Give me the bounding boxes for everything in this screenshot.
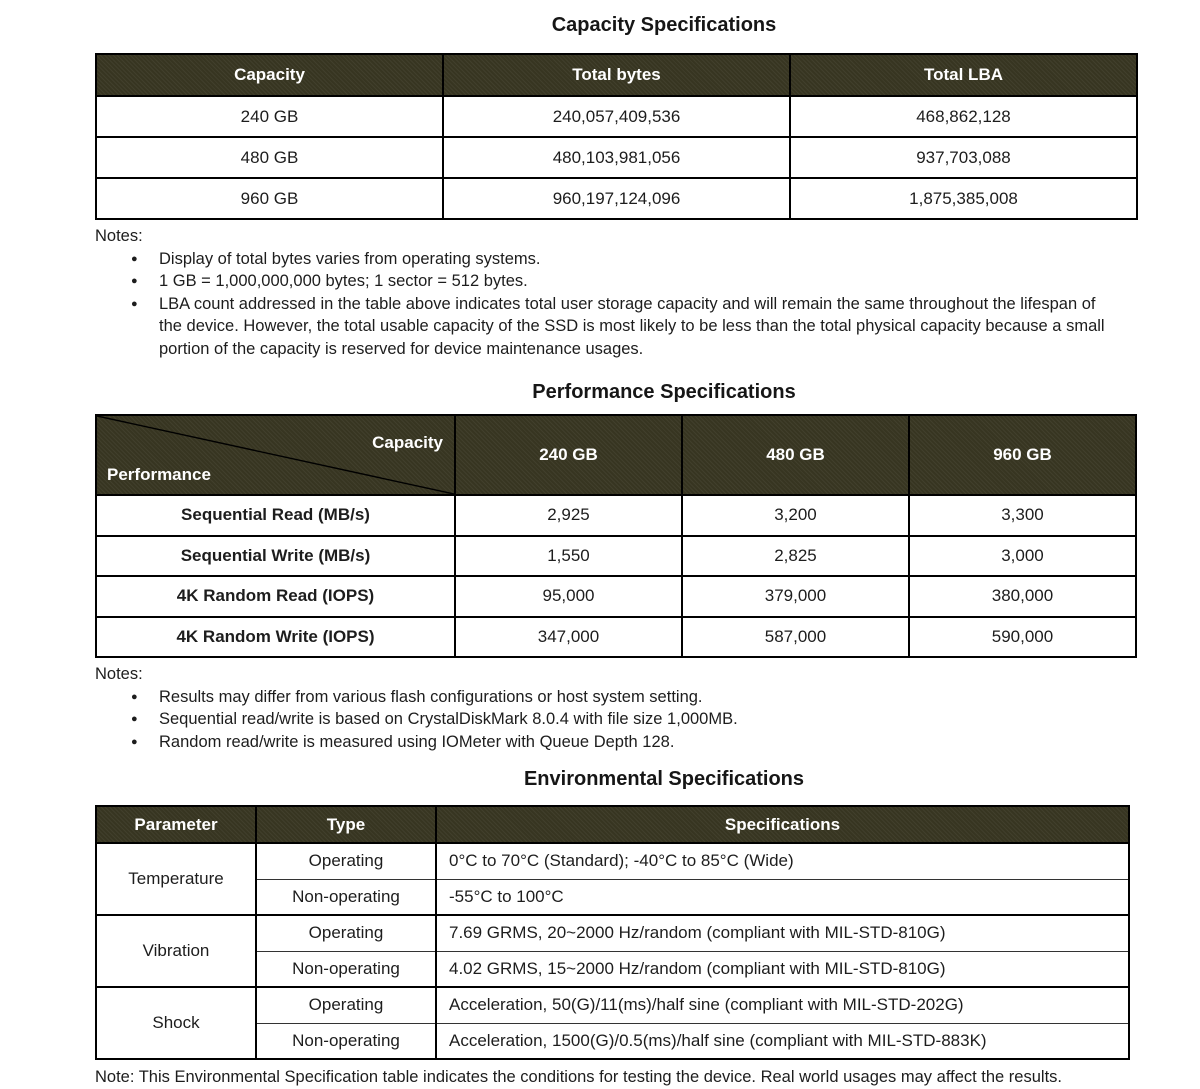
spec-cell: 0°C to 70°C (Standard); -40°C to 85°C (Wide) (436, 843, 1129, 879)
performance-section-title: Performance Specifications (532, 381, 796, 403)
notes-label: Notes: (95, 665, 143, 683)
table-row (96, 987, 1129, 1023)
env-header-specifications: Specifications (436, 806, 1129, 843)
type-cell: Operating (256, 843, 436, 879)
type-cell: Non-operating (256, 1023, 436, 1059)
type-cell: Non-operating (256, 951, 436, 987)
table-row (96, 617, 1136, 658)
cell-value: 2,925 (455, 495, 682, 536)
capacity-header-total-lba: Total LBA (790, 54, 1137, 96)
cell-value: 3,200 (682, 495, 909, 536)
cell-value: 587,000 (682, 617, 909, 658)
performance-notes (95, 663, 1107, 753)
notes-label: Notes: (95, 227, 143, 245)
capacity-header-total-bytes: Total bytes (443, 54, 790, 96)
row-label: Sequential Write (MB/s) (96, 536, 455, 577)
cell-total-bytes: 240,057,409,536 (443, 96, 790, 137)
performance-col-240gb: 240 GB (455, 415, 682, 495)
note-item (95, 686, 1107, 709)
row-label: Sequential Read (MB/s) (96, 495, 455, 536)
capacity-section (0, 0, 1200, 360)
table-row (96, 536, 1136, 577)
spec-cell: -55°C to 100°C (436, 879, 1129, 915)
note-item (95, 248, 1107, 271)
spec-cell: 7.69 GRMS, 20~2000 Hz/random (compliant with MIL-STD-810G) (436, 915, 1129, 951)
note-item (95, 731, 1107, 754)
table-row (96, 915, 1129, 951)
note-text: 1 GB = 1,000,000,000 bytes; 1 sector = 512 bytes. (159, 272, 528, 290)
capacity-header-row (96, 54, 1137, 96)
type-cell: Non-operating (256, 879, 436, 915)
environmental-header-row (96, 806, 1129, 843)
parameter-cell: Vibration (96, 915, 256, 987)
parameter-cell: Shock (96, 987, 256, 1059)
table-row (96, 178, 1137, 219)
corner-label-capacity: Capacity (372, 433, 443, 452)
cell-value: 379,000 (682, 576, 909, 617)
cell-value: 590,000 (909, 617, 1136, 658)
performance-header-row (96, 415, 1136, 495)
environmental-section-title: Environmental Specifications (523, 768, 805, 790)
diagonal-header-cell (96, 415, 455, 495)
note-text: Sequential read/write is based on CrystalDiskMark 8.0.4 with file size 1,000MB. (159, 710, 738, 728)
row-label: 4K Random Read (IOPS) (96, 576, 455, 617)
cell-value: 95,000 (455, 576, 682, 617)
performance-col-480gb: 480 GB (682, 415, 909, 495)
note-item (95, 293, 1107, 361)
cell-capacity: 240 GB (96, 96, 443, 137)
table-row (96, 137, 1137, 178)
bullet-icon: ● (131, 297, 138, 310)
spec-cell: 4.02 GRMS, 15~2000 Hz/random (compliant with MIL-STD-810G) (436, 951, 1129, 987)
cell-total-bytes: 480,103,981,056 (443, 137, 790, 178)
environmental-table (95, 805, 1130, 1060)
note-item (95, 270, 1107, 293)
cell-value: 3,000 (909, 536, 1136, 577)
note-text: Display of total bytes varies from operating systems. (159, 249, 541, 268)
note-item (95, 708, 1107, 731)
table-row (96, 576, 1136, 617)
spec-cell: Acceleration, 50(G)/11(ms)/half sine (compliant with MIL-STD-202G) (436, 987, 1129, 1023)
type-cell: Operating (256, 987, 436, 1023)
cell-value: 1,550 (455, 536, 682, 577)
bullet-icon: ● (131, 690, 138, 703)
env-header-type: Type (256, 806, 436, 843)
performance-table (95, 414, 1137, 658)
corner-label-performance: Performance (107, 465, 211, 484)
cell-value: 347,000 (455, 617, 682, 658)
note-text: Random read/write is measured using IOMeter with Queue Depth 128. (159, 732, 675, 751)
row-label: 4K Random Write (IOPS) (96, 617, 455, 658)
capacity-header-capacity: Capacity (96, 54, 443, 96)
bullet-icon: ● (131, 275, 138, 287)
performance-section (0, 380, 1200, 753)
spec-cell: Acceleration, 1500(G)/0.5(ms)/half sine (compliant with MIL-STD-883K) (436, 1023, 1129, 1059)
cell-value: 2,825 (682, 536, 909, 577)
bullet-icon: ● (131, 713, 138, 725)
environmental-section (0, 767, 1200, 1089)
cell-value: 380,000 (909, 576, 1136, 617)
bullet-icon: ● (131, 252, 138, 265)
table-row (96, 96, 1137, 137)
cell-capacity: 480 GB (96, 137, 443, 178)
type-cell: Operating (256, 915, 436, 951)
note-text: Results may differ from various flash configurations or host system setting. (159, 687, 703, 706)
table-row (96, 843, 1129, 879)
bullet-icon: ● (131, 735, 138, 748)
environmental-note: Note: This Environmental Specification table indicates the conditions for testing the device. Real world usages may affect the results. (95, 1068, 1062, 1086)
cell-capacity: 960 GB (96, 178, 443, 219)
parameter-cell: Temperature (96, 843, 256, 915)
env-header-parameter: Parameter (96, 806, 256, 843)
table-row (96, 495, 1136, 536)
cell-total-lba: 1,875,385,008 (790, 178, 1137, 219)
cell-total-bytes: 960,197,124,096 (443, 178, 790, 219)
cell-total-lba: 937,703,088 (790, 137, 1137, 178)
performance-col-960gb: 960 GB (909, 415, 1136, 495)
capacity-notes (95, 225, 1107, 360)
capacity-section-title: Capacity Specifications (551, 14, 777, 36)
cell-total-lba: 468,862,128 (790, 96, 1137, 137)
cell-value: 3,300 (909, 495, 1136, 536)
capacity-table (95, 53, 1138, 220)
note-text: LBA count addressed in the table above indicates total user storage capacity and will remain the same throughout the lifespan of the device. However, the total usable capacity of the SSD is most likely to be less than the total physical capacity because a small portion of the capacity is reserved for device maintenance usages. (159, 294, 1105, 358)
